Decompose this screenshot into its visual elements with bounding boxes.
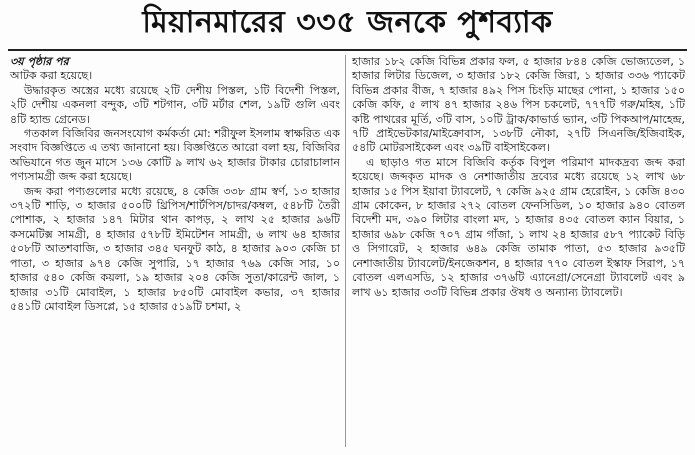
paragraph: আটক করা হয়েছে। bbox=[10, 69, 93, 83]
paragraph: গতকাল বিজিবির জনসংযোগ কর্মকর্তা মো: শরীফুল ইসলাম স্বাক্ষরিত এক সংবাদ বিজ্ঞপ্তিতে এ তথ্য জানানো হয়। বিজ্ঞপ্তিতে আরো বলা হয়, বিজিবির অভিযানে গত জুন মাসে ১৩৬ কোটি ৯ লাখ ৬২ হাজার টাকার চোরাচালান পণ্যসামগ্রী জব্দ করা হয়েছে। bbox=[10, 127, 340, 184]
paragraph: উদ্ধারকৃত অস্ত্রের মধ্যে রয়েছে ২টি দেশীয় পিস্তল, ১টি বিদেশী পিস্তল, ২টি দেশীয় একনলা বন্দুক, ৩টি শটগান, ৩টি মর্টার শেল, ১৯টি গুলি এবং ৪টি হ্যান্ড গ্রেনেড। bbox=[10, 83, 340, 126]
column-divider bbox=[345, 55, 346, 447]
paragraph: হাজার ১৮২ কেজি বিভিন্ন প্রকার ফল, ৫ হাজার ৮৪৪ কেজি ভোজ্যতেল, ১ হাজার লিটার ডিজেল, ৩ হাজার ১৮২ কেজি জিরা, ১ হাজার ৩৩৬ প্যাকেট বিভিন্ন প্রকার বীজ, ৭ হাজার ৪৯২ পিস চিংড়ি মাছের পোনা, ১ হাজার ১৫০ কেজি কফি, ৫ লাখ ৪৭ হাজার ২৪৬ পিস চকলেট, ৭৭৭টি গরু/মহিষ, ১টি কষ্টি পাথরের মূর্তি, ৩টি বাস, ১০টি ট্রাক/কাভার্ড ভ্যান, ৩টি পিকআপ/মাহেন্দ্র, ৭টি প্রাইভেটকার/মাইক্রোবাস, ১৩৮টি নৌকা, ২৭টি সিএনজি/ইজিবাইক, ৫৪টি মোটরসাইকেল এবং ৩৯টি বাইসাইকেল। bbox=[352, 55, 685, 155]
continued-from-label: ৩য় পৃষ্ঠার পর bbox=[10, 55, 69, 68]
headline: মিয়ানমারের ৩৩৫ জনকে পুশব্যাক bbox=[142, 5, 553, 40]
paragraph: জব্দ করা পণ্যগুলোর মধ্যে রয়েছে, ৪ কেজি ৩৩৮ গ্রাম স্বর্ণ, ১৩ হাজার ৩৭২টি শাড়ি, ৩ হাজার ৫০০টি থ্রিপিস/শার্টপিস/চাদর/কম্বল, ৫৪৮টি তৈরী পোশাক, ২ হাজার ১৪৭ মিটার থান কাপড়, ২ লাখ ২৫ হাজার ৯৬টি কসমেটিক্স সামগ্রী, ৪ হাজার ৫৭৮টি ইমিটেশন সামগ্রী, ৬ লাখ ৬৪ হাজার ৫০৮টি আতশবাজি, ৩ হাজার ৩৪৫ ঘনফুট কাঠ, ৪ হাজার ৯০৩ কেজি চা পাতা, ৩ হাজার ৯৭৪ কেজি সুপারি, ১৭ হাজার ৭৬৯ কেজি সার, ১০ হাজার ৫৪০ কেজি কয়লা, ১৯ হাজার ২০৪ কেজি সুতা/কারেন্ট জাল, ১ হাজার ৩১টি মোবাইল, ১ হাজার ৮৫০টি মোবাইল কভার, ৩৭ হাজার ৫৪১টি মোবাইল ডিসপ্লে, ১৫ হাজার ৫১৯টি চশমা, ২ bbox=[10, 184, 340, 313]
paragraph: এ ছাড়াও গত মাসে বিজিবি কর্তৃক বিপুল পরিমাণ মাদকদ্রব্য জব্দ করা হয়েছে। জব্দকৃত মাদক ও নেশাজাতীয় দ্রব্যের মধ্যে রয়েছে ১২ লাখ ৬৮ হাজার ১৫ পিস ইয়াবা ট্যাবলেট, ৭ কেজি ৯২৫ গ্রাম হেরোইন, ১ কেজি ৪৩০ গ্রাম কোকেন, ৮ হাজার ২৭২ বোতল ফেনসিডিল, ১০ হাজার ৯৪০ বোতল বিদেশী মদ, ৩৯০ লিটার বাংলা মদ, ১ হাজার ৪৩৫ বোতল ক্যান বিয়ার, ১ হাজার ৬৯৮ কেজি ৭০৭ গ্রাম গাঁজা, ১ লাখ ২৪ হাজার ৫৮৭ প্যাকেট বিড়ি ও সিগারেট, ২ হাজার ৬৪৯ কেজি তামাক পাতা, ৫৩ হাজার ৯৩৫টি নেশাজাতীয় ট্যাবলেট/ইনজেকশন, ৪ হাজার ৭৭০ বোতল ইস্কাফ সিরাপ, ১৭ বোতল এলএসডি, ১২ হাজার ৩৭৬টি এ্যানেগ্রা/সেনেগ্রা ট্যাবলেট এবং ৯ লাখ ৬১ হাজার ৩৩টি বিভিন্ন প্রকার ঔষধ ও অন্যান্য ট্যাবলেট। bbox=[352, 155, 685, 299]
right-column bbox=[352, 55, 685, 300]
headline-rule bbox=[8, 49, 687, 51]
left-column bbox=[10, 55, 340, 314]
